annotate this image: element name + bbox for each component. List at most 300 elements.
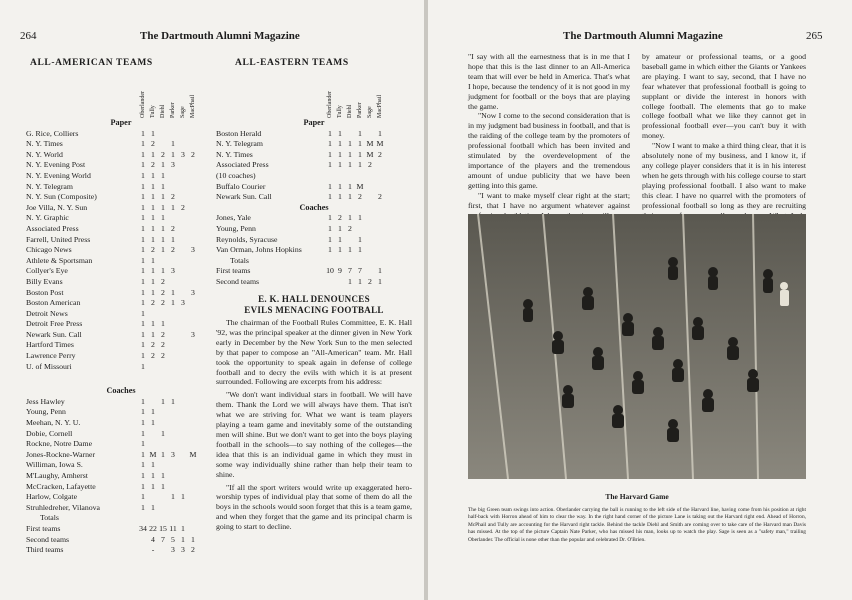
column-header: Sage <box>367 106 373 118</box>
cell-value: M <box>189 449 197 459</box>
row-label: Young, Penn <box>26 407 66 417</box>
cell-value: 1 <box>161 202 165 212</box>
table-row <box>216 192 412 203</box>
row-label: N. Y. World <box>26 149 63 159</box>
cell-value: 1 <box>141 340 145 350</box>
running-header-right: The Dartmouth Alumni Magazine <box>563 30 723 42</box>
table-row <box>26 330 216 341</box>
row-label: Detroit News <box>26 308 68 318</box>
section-heading: Coaches <box>106 386 136 396</box>
cell-value: 11 <box>169 523 177 533</box>
table-row <box>216 171 412 182</box>
cell-value: 1 <box>338 149 342 159</box>
cell-value: 1 <box>328 160 332 170</box>
all-american-title: ALL-AMERICAN TEAMS <box>30 58 153 68</box>
cell-value: 1 <box>161 396 165 406</box>
cell-value: 1 <box>151 407 155 417</box>
cell-value: 1 <box>378 128 382 138</box>
cell-value: 1 <box>141 287 145 297</box>
page-number-left: 264 <box>20 30 37 42</box>
cell-value: 1 <box>338 223 342 233</box>
article-paragraph: by amateur or professional teams, or a good baseball game in which either the Giants or Yankees are playing. I want to say, second, that I have no fear whatever that professional football is going to supplant or divide the interest in honors with college football. The elements that go to make college football what we like they cannot get in professional football ever—you can't buy it with money. <box>642 52 806 141</box>
cell-value: M <box>376 139 384 149</box>
row-label: N. Y. Evening World <box>26 170 91 180</box>
all-eastern-title: ALL-EASTERN TEAMS <box>235 58 349 68</box>
cell-value: 2 <box>151 139 155 149</box>
cell-value: 1 <box>191 534 195 544</box>
row-label: N. Y. Times <box>26 139 63 149</box>
cell-value: 1 <box>141 276 145 286</box>
row-label: Third teams <box>26 545 64 555</box>
cell-value: 1 <box>141 128 145 138</box>
cell-value: 2 <box>171 223 175 233</box>
cell-value: 1 <box>161 234 165 244</box>
row-label: Young, Penn <box>216 223 256 233</box>
cell-value: 1 <box>328 234 332 244</box>
table-row <box>216 150 412 161</box>
table-row <box>26 182 216 193</box>
row-label: Associated Press <box>216 160 269 170</box>
row-label: Dobie, Cornell <box>26 428 73 438</box>
cell-value: 1 <box>141 492 145 502</box>
row-label: N. Y. Evening Post <box>26 160 86 170</box>
cell-value: 1 <box>141 329 145 339</box>
cell-value: 1 <box>151 202 155 212</box>
cell-value: 1 <box>151 460 155 470</box>
cell-value: 2 <box>191 149 195 159</box>
table-row <box>216 160 412 171</box>
table-row <box>26 545 216 556</box>
cell-value: 1 <box>338 128 342 138</box>
cell-value: 2 <box>378 192 382 202</box>
cell-value: 1 <box>151 481 155 491</box>
cell-value: 1 <box>328 192 332 202</box>
table-row <box>26 192 216 203</box>
table-row <box>26 407 216 418</box>
row-label: Williman, Iowa S. <box>26 460 83 470</box>
totals-label: Totals <box>230 255 249 265</box>
cell-value: 1 <box>338 192 342 202</box>
football-field-illustration <box>468 214 806 479</box>
row-label: Newark Sun. Call <box>216 192 272 202</box>
cell-value: 1 <box>348 139 352 149</box>
cell-value: 1 <box>151 287 155 297</box>
photo-caption-title: The Harvard Game <box>605 492 669 501</box>
cell-value: 1 <box>141 481 145 491</box>
row-label: Collyer's Eye <box>26 266 68 276</box>
cell-value: 1 <box>348 192 352 202</box>
cell-value: 2 <box>358 192 362 202</box>
photo-caption: The big Green team swings into action. Oberlander carrying the ball is running to the left side of the Harvard line, having come from his position at right half-back with Horron ahead of him to clear the way. In the right hand corner of the picture Lane is taking out the Harvard right end. Ahead of Horron, McPhail and Tully are accounting for the Harvard right tackle. Behind the tackle Diehl and Smith are coming over to take care of the Harvard man Davis has missed. At the top of the picture Captain Nate Parker, who has missed his man, looks up to watch the play. Sage is seen as a "safety man," trailing Oberlander. The official is none other than the popular and celebrated Dr. O'Brien. <box>468 507 806 543</box>
cell-value: - <box>151 545 155 555</box>
cell-value: 3 <box>191 329 195 339</box>
cell-value: 2 <box>161 298 165 308</box>
cell-value: M <box>366 149 374 159</box>
cell-value: 7 <box>161 534 165 544</box>
table-row <box>26 288 216 299</box>
row-label: Lawrence Perry <box>26 351 76 361</box>
cell-value: 3 <box>171 449 175 459</box>
table-row <box>216 266 412 277</box>
cell-value: 1 <box>151 418 155 428</box>
table-row <box>216 277 412 288</box>
article-paragraph: "I want to make myself clear right at the start; first, that I have no argument whatever against <box>468 190 630 210</box>
cell-value: 2 <box>171 192 175 202</box>
cell-value: 2 <box>181 202 185 212</box>
right-page <box>428 0 852 600</box>
cell-value: 1 <box>348 149 352 159</box>
cell-value: 1 <box>141 160 145 170</box>
cell-value: 7 <box>358 266 362 276</box>
cell-value: 1 <box>338 139 342 149</box>
cell-value: 1 <box>348 160 352 170</box>
left-page <box>0 0 424 600</box>
cell-value: 1 <box>141 428 145 438</box>
row-label: First teams <box>216 266 251 276</box>
cell-value: 1 <box>358 149 362 159</box>
cell-value: 2 <box>151 160 155 170</box>
article-paragraph: "If all the sport writers would write up exaggerated hero-worship types of individual play that some of them do all the boys in the schools would soon forget that this is a team game, and when they forget that the game and its principal charm is going to start to decline. <box>216 482 412 532</box>
right-column-1 <box>468 52 630 240</box>
row-label: Second teams <box>26 534 70 544</box>
table-row <box>26 439 216 450</box>
all-american-table <box>26 118 216 556</box>
cell-value: 2 <box>161 276 165 286</box>
all-american-column-headers <box>138 74 218 118</box>
cell-value: 2 <box>151 298 155 308</box>
cell-value: 2 <box>171 245 175 255</box>
table-row <box>26 362 216 373</box>
row-label: Struhledreher, Vilanova <box>26 502 100 512</box>
cell-value: 2 <box>151 351 155 361</box>
cell-value: 1 <box>151 181 155 191</box>
cell-value: 1 <box>181 534 185 544</box>
cell-value: 1 <box>151 192 155 202</box>
cell-value: 1 <box>151 234 155 244</box>
cell-value: 1 <box>358 128 362 138</box>
cell-value: 4 <box>151 534 155 544</box>
cell-value: 1 <box>141 407 145 417</box>
row-label: Boston Herald <box>216 128 262 138</box>
cell-value: 1 <box>141 439 145 449</box>
row-label: (10 coaches) <box>216 170 256 180</box>
cell-value: 1 <box>328 245 332 255</box>
table-row <box>26 418 216 429</box>
table-row <box>26 213 216 224</box>
cell-value: 2 <box>161 329 165 339</box>
cell-value: 1 <box>141 418 145 428</box>
cell-value: 2 <box>191 545 195 555</box>
cell-value: 3 <box>181 149 185 159</box>
cell-value: 2 <box>368 160 372 170</box>
section-heading: Coaches <box>299 202 329 212</box>
cell-value: 34 <box>139 523 147 533</box>
table-row <box>216 213 412 224</box>
cell-value: 7 <box>348 266 352 276</box>
table-row <box>26 235 216 246</box>
row-label: Joe Villa, N. Y. Sun <box>26 202 88 212</box>
row-label: N. Y. Times <box>216 149 253 159</box>
table-row <box>26 266 216 277</box>
row-label: First teams <box>26 523 61 533</box>
cell-value: 1 <box>161 213 165 223</box>
table-row <box>26 139 216 150</box>
cell-value: 2 <box>348 223 352 233</box>
cell-value: 1 <box>358 213 362 223</box>
cell-value: 1 <box>358 276 362 286</box>
row-label: Meehan, N. Y. U. <box>26 418 81 428</box>
column-header: MacPhail <box>190 95 196 118</box>
page-number-right: 265 <box>806 30 823 42</box>
cell-value: 1 <box>141 170 145 180</box>
cell-value: 1 <box>141 149 145 159</box>
row-label: N. Y. Graphic <box>26 213 69 223</box>
row-label: Jones-Rockne-Warner <box>26 449 96 459</box>
cell-value: 1 <box>141 234 145 244</box>
cell-value: 2 <box>161 351 165 361</box>
cell-value: 1 <box>151 329 155 339</box>
row-label: Boston Post <box>26 287 64 297</box>
cell-value: 1 <box>141 192 145 202</box>
table-row <box>26 460 216 471</box>
row-label: McCracken, Lafayette <box>26 481 96 491</box>
cell-value: 1 <box>171 149 175 159</box>
cell-value: M <box>366 139 374 149</box>
cell-value: 1 <box>161 170 165 180</box>
table-row <box>26 503 216 514</box>
cell-value: 1 <box>141 255 145 265</box>
cell-value: 15 <box>159 523 167 533</box>
cell-value: 1 <box>141 471 145 480</box>
cell-value: 1 <box>161 181 165 191</box>
row-label: Jess Hawley <box>26 396 65 406</box>
column-header: MacPhail <box>377 95 383 118</box>
column-header: Oberlander <box>327 91 333 118</box>
row-label: M'Laughy, Amherst <box>26 471 88 480</box>
cell-value: 3 <box>171 160 175 170</box>
article-title-line-2: EVILS MENACING FOOTBALL <box>244 305 384 315</box>
cell-value: 1 <box>141 502 145 512</box>
cell-value: 1 <box>378 266 382 276</box>
row-label: N. Y. Sun (Composite) <box>26 192 97 202</box>
table-row <box>26 256 216 267</box>
harvard-game-photo <box>468 214 806 479</box>
totals-label: Totals <box>40 513 59 523</box>
row-label: Reynolds, Syracuse <box>216 234 278 244</box>
cell-value: 2 <box>161 340 165 350</box>
cell-value: 1 <box>151 223 155 233</box>
cell-value: 1 <box>151 170 155 180</box>
cell-value: 1 <box>338 245 342 255</box>
cell-value: 1 <box>141 266 145 276</box>
cell-value: 2 <box>151 245 155 255</box>
cell-value: 1 <box>161 245 165 255</box>
spacer <box>26 372 216 386</box>
running-header-left: The Dartmouth Alumni Magazine <box>140 30 300 42</box>
cell-value: 1 <box>141 449 145 459</box>
row-label: Hartford Times <box>26 340 74 350</box>
column-header: Tully <box>150 105 156 118</box>
cell-value: 1 <box>181 523 185 533</box>
cell-value: 2 <box>161 287 165 297</box>
cell-value: 2 <box>151 340 155 350</box>
column-header: Diehl <box>160 104 166 118</box>
cell-value: 1 <box>161 428 165 438</box>
cell-value: 1 <box>171 139 175 149</box>
row-label: Athlete & Sportsman <box>26 255 93 265</box>
cell-value: 1 <box>151 213 155 223</box>
cell-value: 9 <box>338 266 342 276</box>
cell-value: 1 <box>171 298 175 308</box>
cell-value: 1 <box>141 319 145 329</box>
cell-value: 1 <box>358 245 362 255</box>
article-title <box>216 294 412 316</box>
row-label: N. Y. Telegram <box>216 139 263 149</box>
cell-value: 1 <box>348 245 352 255</box>
all-eastern-column-headers <box>325 74 405 118</box>
column-header: Diehl <box>347 104 353 118</box>
cell-value: 3 <box>191 245 195 255</box>
cell-value: 2 <box>338 213 342 223</box>
table-row <box>26 160 216 171</box>
cell-value: 1 <box>358 234 362 244</box>
cell-value: 1 <box>171 396 175 406</box>
cell-value: 1 <box>338 160 342 170</box>
column-header: Oberlander <box>140 91 146 118</box>
cell-value: 1 <box>151 319 155 329</box>
cell-value: 1 <box>151 276 155 286</box>
cell-value: 1 <box>141 308 145 318</box>
table-row <box>26 340 216 351</box>
table-row <box>26 471 216 482</box>
cell-value: 1 <box>141 213 145 223</box>
row-label: Buffalo Courier <box>216 181 266 191</box>
cell-value: 1 <box>161 192 165 202</box>
cell-value: 1 <box>161 266 165 276</box>
cell-value: 1 <box>171 492 175 502</box>
cell-value: 1 <box>348 181 352 191</box>
cell-value: 1 <box>378 276 382 286</box>
cell-value: 1 <box>171 202 175 212</box>
all-eastern-table <box>216 118 412 288</box>
table-row <box>216 139 412 150</box>
cell-value: 5 <box>171 534 175 544</box>
cell-value: 3 <box>181 298 185 308</box>
cell-value: 1 <box>141 396 145 406</box>
table-row <box>26 397 216 408</box>
cell-value: 1 <box>141 298 145 308</box>
table-row <box>26 245 216 256</box>
table-row <box>216 235 412 246</box>
article-paragraph: "Now I want to make a third thing clear, that it is absolutely none of my business, and I know it, if any college player considers that it is in his interest when he gets through with his college course to start playing professional football. I also want to make this clear. I have no quarrel with the promoters of professional football so long as they are recruiting <box>642 141 806 210</box>
cell-value: 3 <box>171 545 175 555</box>
table-row <box>216 245 412 256</box>
table-row <box>26 171 216 182</box>
cell-value: 1 <box>141 361 145 371</box>
cell-value: M <box>356 181 364 191</box>
table-row <box>26 224 216 235</box>
table-row <box>26 492 216 503</box>
cell-value: 1 <box>328 213 332 223</box>
row-label: Chicago News <box>26 245 72 255</box>
column-header: Parker <box>170 102 176 118</box>
table-row <box>26 535 216 546</box>
row-label: Associated Press <box>26 223 79 233</box>
article-paragraph: The chairman of the Football Rules Committee, E. K. Hall '92, was the principal speaker at the dinner given in New York early in December by the New York Sun to the men selected by that paper to compose an "All-American" team. Mr. Hall took the opportunity to speak again in defense of college football and to decry the evils with which it is at present surrounded. Following are excerpts from his address: <box>216 318 412 387</box>
cell-value: 1 <box>328 149 332 159</box>
section-heading: Paper <box>110 118 132 127</box>
cell-value: 1 <box>358 160 362 170</box>
cell-value: 1 <box>348 213 352 223</box>
cell-value: 1 <box>328 128 332 138</box>
row-label: Van Orman, Johns Hopkins <box>216 245 302 255</box>
table-row <box>26 129 216 140</box>
cell-value: 1 <box>141 245 145 255</box>
row-label: N. Y. Telegram <box>26 181 73 191</box>
cell-value: 1 <box>151 266 155 276</box>
cell-value: 1 <box>181 492 185 502</box>
cell-value: 1 <box>358 139 362 149</box>
cell-value: 1 <box>161 160 165 170</box>
cell-value: 1 <box>161 223 165 233</box>
cell-value: 1 <box>161 481 165 491</box>
cell-value: M <box>149 449 157 459</box>
right-column-2 <box>642 52 806 230</box>
table-row <box>26 150 216 161</box>
table-row <box>26 351 216 362</box>
cell-value: 1 <box>141 223 145 233</box>
table-row <box>26 203 216 214</box>
cell-value: 1 <box>161 471 165 480</box>
cell-value: 1 <box>338 181 342 191</box>
table-row <box>26 482 216 493</box>
cell-value: 1 <box>141 202 145 212</box>
cell-value: 2 <box>378 149 382 159</box>
cell-value: 1 <box>151 128 155 138</box>
column-header: Parker <box>357 102 363 118</box>
row-label: Rockne, Notre Dame <box>26 439 93 449</box>
cell-value: 3 <box>191 287 195 297</box>
article-paragraph: "Now I come to the second consideration that is in my judgment bad business in football, and that is the raiding of the college team by the promoters of professional football which has been invited and stimulated by the overdevelopment of the importance of the players and the tremendous amount of undue publicity that we have been getting into this game. <box>468 111 630 190</box>
cell-value: 2 <box>161 149 165 159</box>
cell-value: 22 <box>149 523 157 533</box>
cell-value: 1 <box>151 502 155 512</box>
cell-value: 1 <box>171 287 175 297</box>
table-row <box>216 224 412 235</box>
cell-value: 3 <box>181 545 185 555</box>
table-row <box>216 182 412 193</box>
row-label: Jones, Yale <box>216 213 251 223</box>
article-paragraph: "I say with all the earnestness that is in me that I hope that this is the last dinner to an All-America team that will ever be held in America. That's what I hope, because the tendency of it is not good in my judgment for football or the boys that are playing the game. <box>468 52 630 111</box>
row-label: Farrell, United Press <box>26 234 91 244</box>
cell-value: 1 <box>141 460 145 470</box>
row-label: Detroit Free Press <box>26 319 83 329</box>
cell-value: 1 <box>141 351 145 361</box>
cell-value: 1 <box>338 234 342 244</box>
cell-value: 1 <box>151 255 155 265</box>
cell-value: 1 <box>141 181 145 191</box>
row-label: G. Rice, Colliers <box>26 128 79 138</box>
cell-value: 1 <box>151 471 155 480</box>
cell-value: 2 <box>368 276 372 286</box>
row-label: Second teams <box>216 276 260 286</box>
table-row <box>216 129 412 140</box>
table-row <box>26 429 216 440</box>
column-header: Sage <box>180 106 186 118</box>
cell-value: 3 <box>171 266 175 276</box>
column-header: Tully <box>337 105 343 118</box>
article-paragraph: "We don't want individual stars in football. We will have them. Thank the Lord we will always have them. That isn't what we are striving for. What we want is team players playing a team game and inevitably some of the outstanding men will shine. But we don't want to get into the boys playing football in the schools—to say nothing of the colleges—the idea that this is an individual game in which they must in some way individually shine rather than help their team to shine. <box>216 390 412 479</box>
